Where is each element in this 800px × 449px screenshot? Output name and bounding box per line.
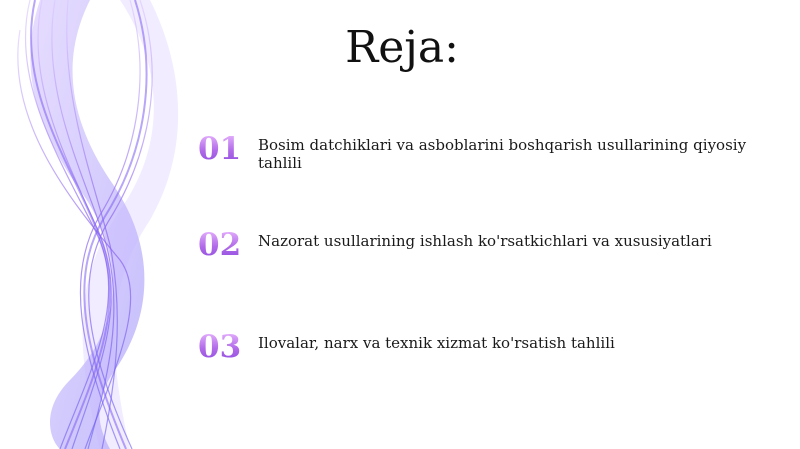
agenda-item-3	[198, 331, 758, 363]
agenda-item-text: Bosim datchiklari va asboblarini boshqarish usullarining qiyosiy tahlili	[258, 136, 747, 172]
agenda-item-text: Nazorat usullarining ishlash ko'rsatkichlari va xususiyatlari	[258, 232, 712, 250]
agenda-item-2	[198, 229, 758, 261]
agenda-item-text: Ilovalar, narx va texnik xizmat ko'rsatish tahlili	[258, 334, 615, 352]
agenda-item-number: 01	[198, 133, 258, 165]
agenda-item-1	[198, 133, 758, 172]
agenda-item-number: 03	[198, 331, 258, 363]
agenda-item-number: 02	[198, 229, 258, 261]
slide-title: Reja:	[345, 22, 459, 73]
